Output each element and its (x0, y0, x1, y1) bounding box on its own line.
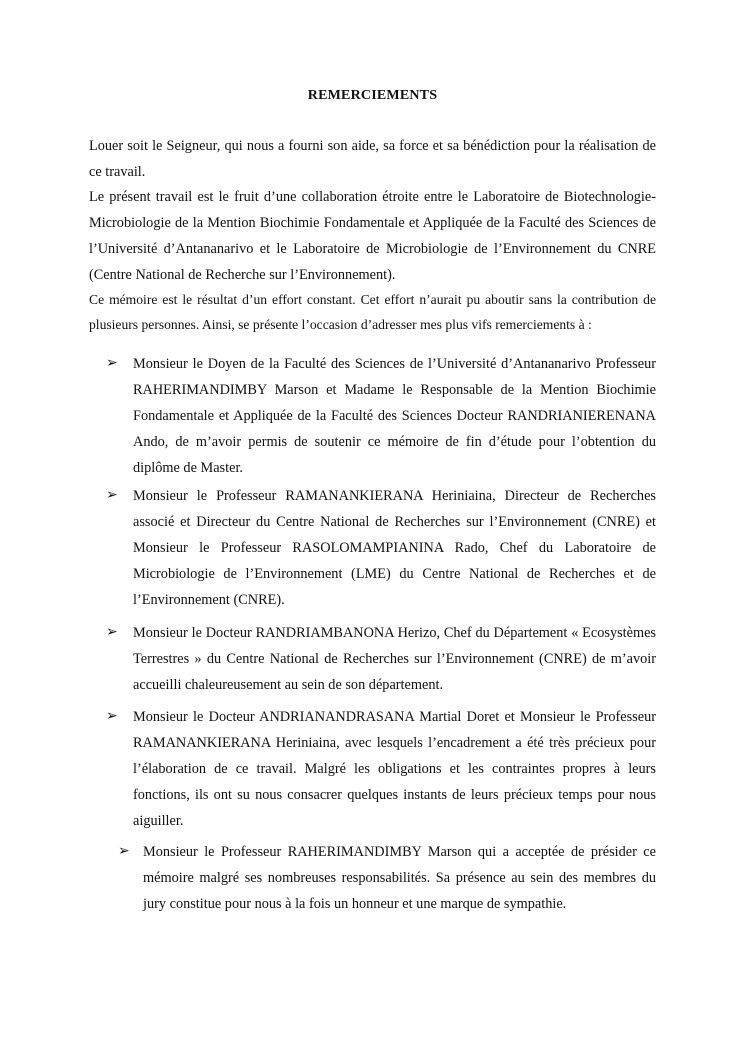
intro-paragraph-3: Ce mémoire est le résultat d’un effort constant. Cet effort n’aurait pu aboutir sans la contribution de plusieurs personnes. Ainsi, se présente l’occasion d’adresser mes plus vifs remerciements à : (89, 292, 656, 332)
list-item-text: Monsieur le Doyen de la Faculté des Sciences de l’Université d’Antananarivo Professeur RAHERIMANDIMBY Marson et Madame le Responsable de la Mention Biochimie Fondamentale et Appliquée de la Faculté des Sciences Docteur RANDRIANIERENANA Ando, de m’avoir permis de soutenir ce mémoire de fin d’étude pour l’obtention du diplôme de Master. (133, 356, 656, 476)
list-item (106, 351, 656, 481)
list-item (106, 620, 656, 698)
arrow-bullet-icon: ➢ (106, 709, 118, 724)
intro-paragraph-1: Louer soit le Seigneur, qui nous a fourni son aide, sa force et sa bénédiction pour la réalisation de ce travail. (89, 138, 656, 180)
arrow-bullet-icon: ➢ (106, 488, 118, 503)
arrow-bullet-icon: ➢ (106, 625, 118, 640)
list-item-text: Monsieur le Professeur RAMANANKIERANA Heriniaina, Directeur de Recherches associé et Directeur du Centre National de Recherches sur l’Environnement (CNRE) et Monsieur le Professeur RASOLOMAMPIANINA Rado, Chef du Laboratoire de Microbiologie de l’Environnement (LME) du Centre National de Recherches et de l’Environnement (CNRE). (133, 488, 656, 608)
arrow-bullet-icon: ➢ (106, 356, 118, 371)
list-item (106, 704, 656, 834)
intro-paragraph-2: Le présent travail est le fruit d’une collaboration étroite entre le Laboratoire de Biotechnologie-Microbiologie de la Mention Biochimie Fondamentale et Appliquée de la Faculté des Sciences de l’Université d’Antananarivo et le Laboratoire de Microbiologie de l’Environnement du CNRE (Centre National de Recherche sur l’Environnement). (89, 189, 656, 283)
list-item-text: Monsieur le Docteur ANDRIANANDRASANA Martial Doret et Monsieur le Professeur RAMANANKIERANA Heriniaina, avec lesquels l’encadrement a été très précieux pour l’élaboration de ce travail. Malgré les obligations et les contraintes propres à leurs fonctions, ils ont su nous consacrer quelques instants de leurs précieux temps pour nous aiguiller. (133, 709, 656, 829)
list-item-text: Monsieur le Professeur RAHERIMANDIMBY Marson qui a acceptée de présider ce mémoire malgré ses nombreuses responsabilités. Sa présence au sein des membres du jury constitue pour nous à la fois un honneur et une marque de sympathie. (143, 844, 656, 912)
page-title: REMERCIEMENTS (307, 88, 438, 103)
list-item (118, 839, 656, 917)
arrow-bullet-icon: ➢ (118, 844, 130, 859)
list-item (106, 483, 656, 613)
list-item-text: Monsieur le Docteur RANDRIAMBANONA Herizo, Chef du Département « Ecosystèmes Terrestres » du Centre National de Recherches sur l’Environnement (CNRE) de m’avoir accueilli chaleureusement au sein de son département. (133, 625, 656, 693)
